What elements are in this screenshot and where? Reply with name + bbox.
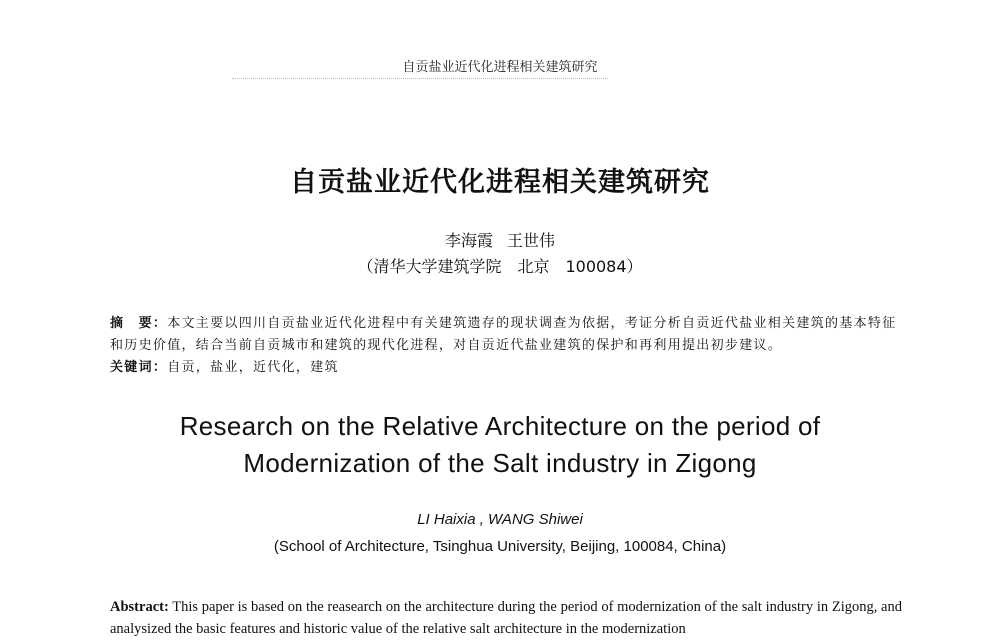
abstract-en-label: Abstract: [110,599,169,615]
abstract-cn-label: 摘 要： [110,316,168,331]
authors-cn [0,228,1000,251]
author-cn-1: 李海霞 [444,231,493,250]
keywords-cn [110,357,900,379]
keywords-cn-label: 关键词： [110,360,168,375]
authors-en: LI Haixia , WANG Shiwei [417,511,583,528]
author-cn-2: 王世伟 [507,231,556,250]
paper-title-en-line2: Modernization of the Salt industry in Zigong [243,448,757,478]
affiliation-cn: （清华大学建筑学院 北京 100084） [357,257,643,276]
abstract-cn-block [110,313,900,379]
paper-title-en-line1: Research on the Relative Architecture on the period of [179,411,821,441]
abstract-en [110,596,902,640]
abstract-en-text: This paper is based on the reasearch on the architecture during the period of modernization of the salt industry in Zigong, and analysized the basic features and historic value of the relative salt architecture in the modernization [110,599,902,637]
affiliation-en: (School of Architecture, Tsinghua University, Beijing, 100084, China) [273,538,727,555]
paper-title-en [0,408,1000,482]
keywords-cn-text: 自贡，盐业，近代化，建筑 [167,360,339,375]
paper-title-cn: 自贡盐业近代化进程相关建筑研究 [290,167,710,198]
running-head: 自贡盐业近代化进程相关建筑研究 [402,60,598,75]
abstract-cn [110,313,900,357]
header-rule [232,78,608,79]
abstract-cn-text: 本文主要以四川自贡盐业近代化进程中有关建筑遗存的现状调查为依据，考证分析自贡近代盐业相关建筑的基本特征和历史价值，结合当前自贡城市和建筑的现代化进程，对自贡近代盐业建筑的保护和再利用提出初步建议。 [110,316,897,353]
